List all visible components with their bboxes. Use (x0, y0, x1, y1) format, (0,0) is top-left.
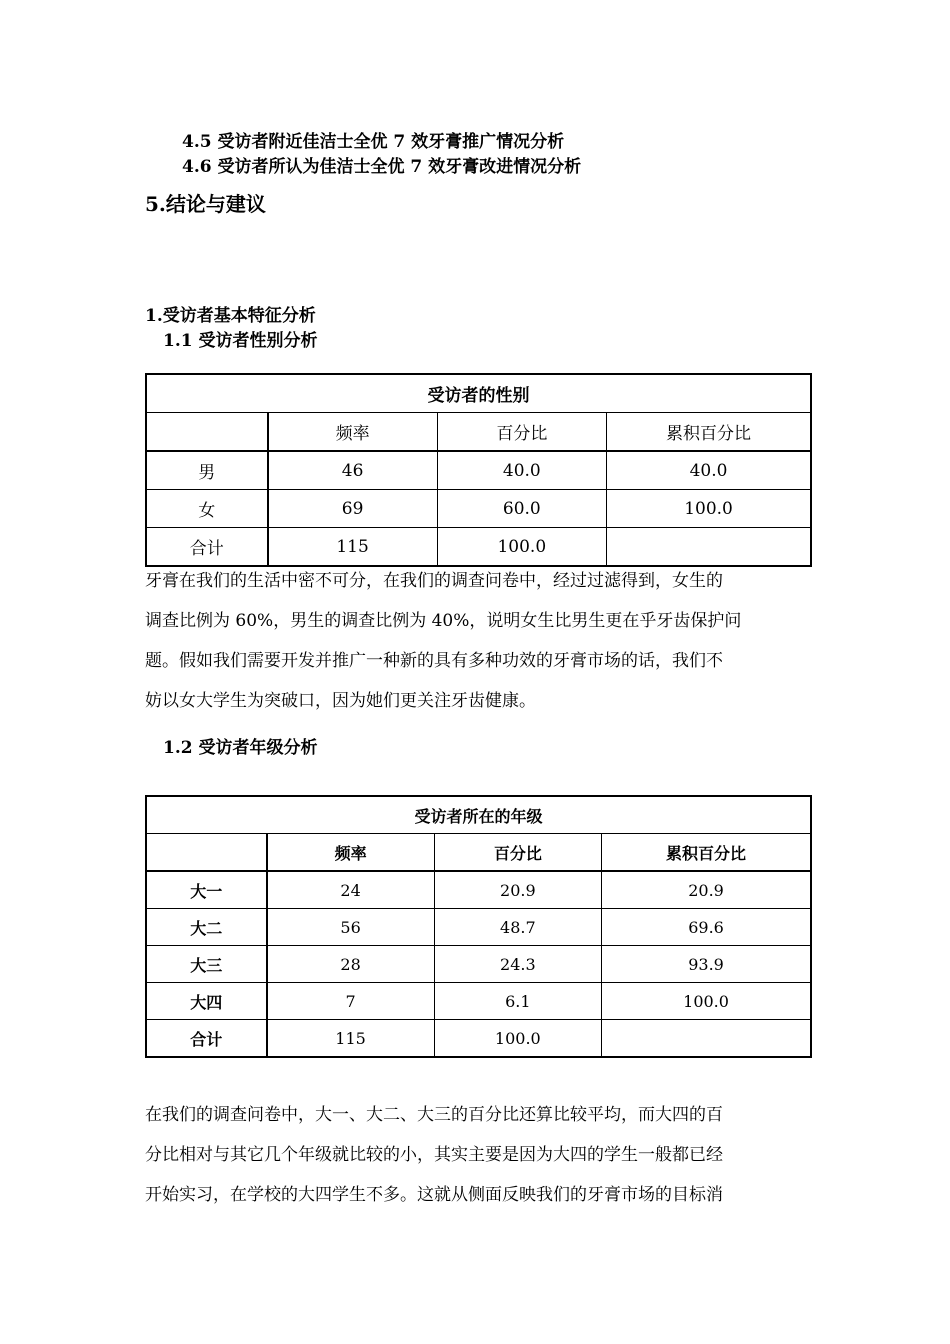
paragraph-line: 在我们的调查问卷中，大一、大二、大三的百分比还算比较平均，而大四的百 (145, 1105, 723, 1125)
row-label: 合计 (146, 1020, 267, 1058)
grade-table (145, 795, 812, 1058)
toc-item-4-5: 4.5 受访者附近佳洁士全优 7 效牙膏推广情况分析 (182, 132, 565, 152)
table-cell: 56 (267, 909, 434, 946)
toc-item-5: 5.结论与建议 (145, 192, 266, 216)
gender-table-header: 累积百分比 (607, 413, 811, 452)
table-cell: 28 (267, 946, 434, 983)
table-cell: 69 (268, 490, 437, 528)
row-label: 大三 (146, 946, 267, 983)
table-cell: 100.0 (602, 983, 811, 1020)
table-cell: 40.0 (437, 451, 607, 490)
table-row (146, 490, 811, 528)
gender-table-header: 百分比 (437, 413, 607, 452)
paragraph-line: 分比相对与其它几个年级就比较的小，其实主要是因为大四的学生一般都已经 (145, 1145, 723, 1165)
grade-table-header: 百分比 (434, 834, 602, 872)
section-heading-1: 1.受访者基本特征分析 (145, 306, 316, 326)
table-cell: 93.9 (602, 946, 811, 983)
paragraph-line: 题。假如我们需要开发并推广一种新的具有多种功效的牙膏市场的话，我们不 (145, 651, 723, 671)
table-row (146, 983, 811, 1020)
subsection-heading-1-1: 1.1 受访者性别分析 (163, 331, 318, 351)
table-cell: 46 (268, 451, 437, 490)
paragraph-line: 调查比例为 60%，男生的调查比例为 40%，说明女生比男生更在乎牙齿保护问 (145, 611, 742, 631)
grade-table-title: 受访者所在的年级 (146, 796, 811, 834)
row-label: 男 (146, 451, 268, 490)
table-cell: 20.9 (434, 871, 602, 909)
table-row (146, 909, 811, 946)
toc-item-4-6: 4.6 受访者所认为佳洁士全优 7 效牙膏改进情况分析 (182, 157, 582, 177)
row-label: 大一 (146, 871, 267, 909)
table-cell: 48.7 (434, 909, 602, 946)
table-row (146, 946, 811, 983)
grade-table-header: 频率 (267, 834, 434, 872)
gender-paragraph (145, 561, 810, 721)
table-cell: 100.0 (607, 490, 811, 528)
row-label: 大二 (146, 909, 267, 946)
grade-table-header (146, 834, 267, 872)
row-label: 大四 (146, 983, 267, 1020)
table-cell: 69.6 (602, 909, 811, 946)
gender-table-header (146, 413, 268, 452)
gender-table-header: 频率 (268, 413, 437, 452)
table-cell: 7 (267, 983, 434, 1020)
table-row (146, 1020, 811, 1058)
table-cell: 40.0 (607, 451, 811, 490)
row-label: 合计 (146, 528, 268, 567)
grade-paragraph (145, 1095, 810, 1215)
paragraph-line: 牙膏在我们的生活中密不可分，在我们的调查问卷中，经过过滤得到，女生的 (145, 571, 723, 591)
subsection-heading-1-2: 1.2 受访者年级分析 (163, 738, 318, 758)
table-cell: 60.0 (437, 490, 607, 528)
row-label: 女 (146, 490, 268, 528)
table-cell: 100.0 (437, 528, 607, 567)
paragraph-line: 妨以女大学生为突破口，因为她们更关注牙齿健康。 (145, 691, 536, 711)
table-cell (602, 1020, 811, 1058)
table-row (146, 871, 811, 909)
gender-table-title: 受访者的性别 (146, 374, 811, 413)
table-cell: 20.9 (602, 871, 811, 909)
table-cell: 100.0 (434, 1020, 602, 1058)
table-cell: 115 (267, 1020, 434, 1058)
table-cell: 115 (268, 528, 437, 567)
table-cell: 6.1 (434, 983, 602, 1020)
table-cell: 24.3 (434, 946, 602, 983)
table-cell: 24 (267, 871, 434, 909)
gender-table (145, 373, 812, 567)
paragraph-line: 开始实习，在学校的大四学生不多。这就从侧面反映我们的牙膏市场的目标消 (145, 1185, 723, 1205)
grade-table-header: 累积百分比 (602, 834, 811, 872)
table-row (146, 451, 811, 490)
